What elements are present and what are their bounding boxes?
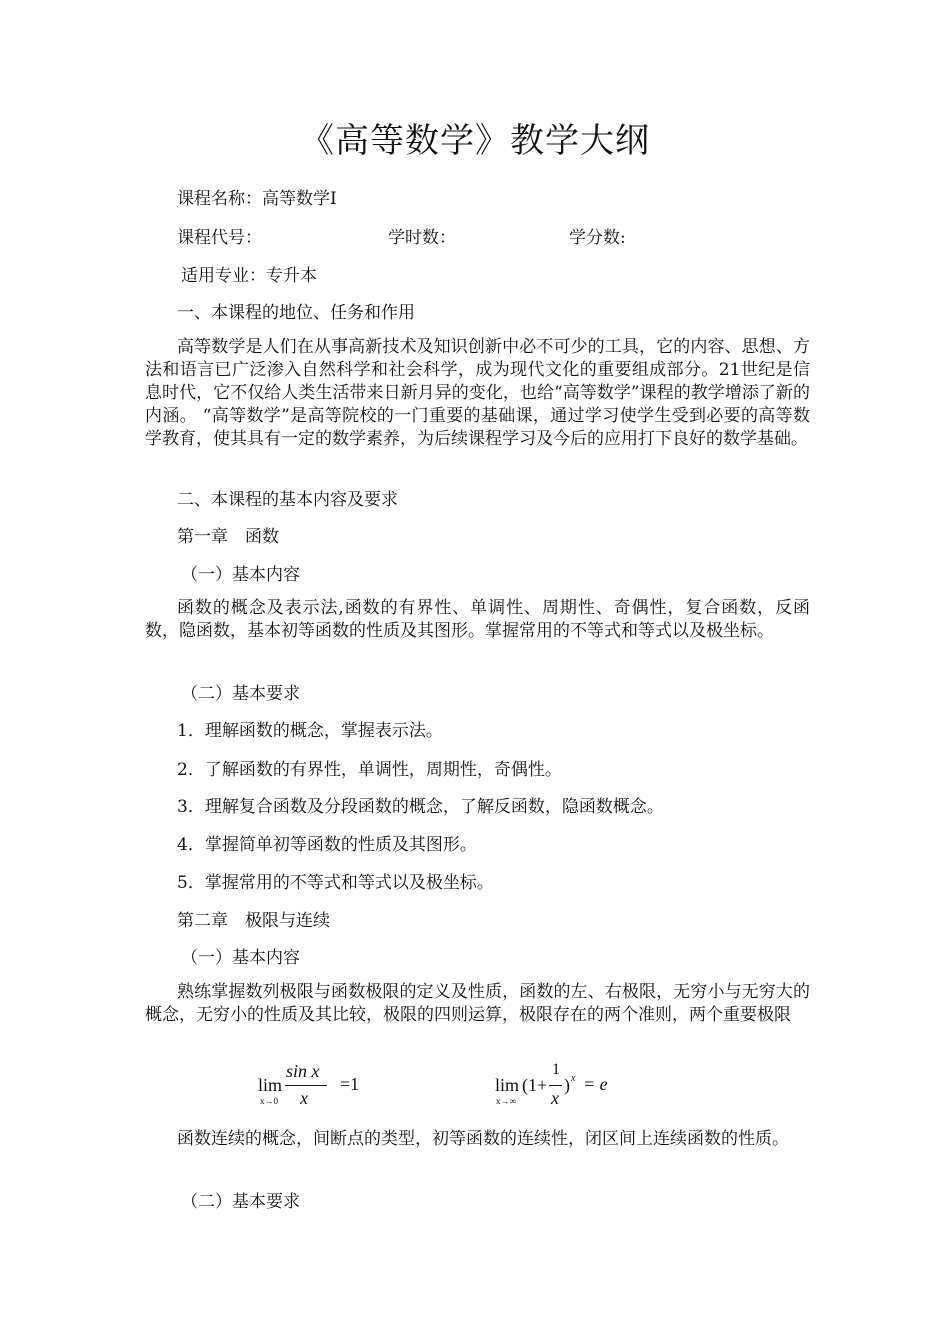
requirement-item: 5．掌握常用的不等式和等式以及极坐标。 [177,873,494,893]
section1-paragraph: 高等数学是人们在从事高新技术及知识创新中必不可少的工具，它的内容、思想、方法和语言已广泛渗入自然科学和社会科学，成为现代文化的重要组成部分。21世纪是信息时代，它不仅给人类生活带来日新月异的变化，也给“高等数学”课程的教学增添了新的内涵。 “高等数学”是高等院校的一门重要的基础课，通过学习使学生受到必要的高等数学教育，使其具有一定的数学素养，为后续课程学习及今后的应用打下良好的数学基础。 [145,337,810,449]
requirement-item: 2．了解函数的有界性，单调性，周期性，奇偶性。 [177,760,562,780]
chapter1-requirements-heading: （二）基本要求 [181,684,300,704]
section2-heading: 二、本课程的基本内容及要求 [177,490,398,510]
formula-sinx-over-x [256,1058,406,1110]
chapter2-continuity: 函数连续的概念，间断点的类型，初等函数的连续性，闭区间上连续函数的性质。 [177,1129,789,1149]
course-code-label: 课程代号： [177,228,262,248]
applicable-major: 适用专业：专升本 [181,266,317,286]
formula-denominator: x [300,1088,308,1108]
formula-lim: lim [258,1075,283,1095]
chapter2-requirements-heading: （二）基本要求 [181,1192,300,1212]
fraction-bar [285,1085,327,1086]
chapter1-content: 函数的概念及表示法,函数的有界性、单调性、周期性、奇偶性，复合函数，反函数，隐函数，基本初等函数的性质及其图形。掌握常用的不等式和等式以及极坐标。 [145,598,810,641]
hours-label: 学时数： [388,228,456,248]
formula-open-paren: (1+ [522,1075,548,1095]
credits-label: 学分数: [569,228,626,248]
formula-exponent: x [571,1073,576,1084]
chapter2-content: 熟练掌握数列极限与函数极限的定义及性质，函数的左、右极限，无穷小与无穷大的概念，无穷小的性质及其比较，极限的四则运算，极限存在的两个准则，两个重要极限 [145,982,810,1025]
formula-rhs: = e [583,1074,608,1094]
formula-e-limit [494,1058,634,1110]
chapter1-heading: 第一章 函数 [177,527,279,547]
formula-close-paren: ) [564,1075,570,1095]
fraction-bar [549,1085,562,1086]
course-name: 课程名称：高等数学Ⅰ [177,189,337,209]
formula-limit-subscript: x→0 [260,1096,278,1106]
formula-rhs: =1 [340,1074,360,1094]
requirement-item: 3．理解复合函数及分段函数的概念，了解反函数，隐函数概念。 [177,797,664,817]
formula-numerator: 1 [552,1061,560,1078]
chapter1-content-heading: （一）基本内容 [181,565,300,585]
chapter2-heading: 第二章 极限与连续 [177,911,330,931]
formula-numerator: sin x [286,1061,320,1081]
requirement-item: 4．掌握简单初等函数的性质及其图形。 [177,835,477,855]
formula-denominator: x [551,1088,559,1108]
formula-limit-subscript: x→∞ [496,1096,516,1106]
requirement-item: 1．理解函数的概念，掌握表示法。 [177,721,443,741]
formula-lim: lim [495,1075,520,1095]
section1-heading: 一、本课程的地位、任务和作用 [177,303,415,323]
chapter2-content-heading: （一）基本内容 [181,948,300,968]
document-title: 《高等数学》教学大纲 [300,121,650,161]
